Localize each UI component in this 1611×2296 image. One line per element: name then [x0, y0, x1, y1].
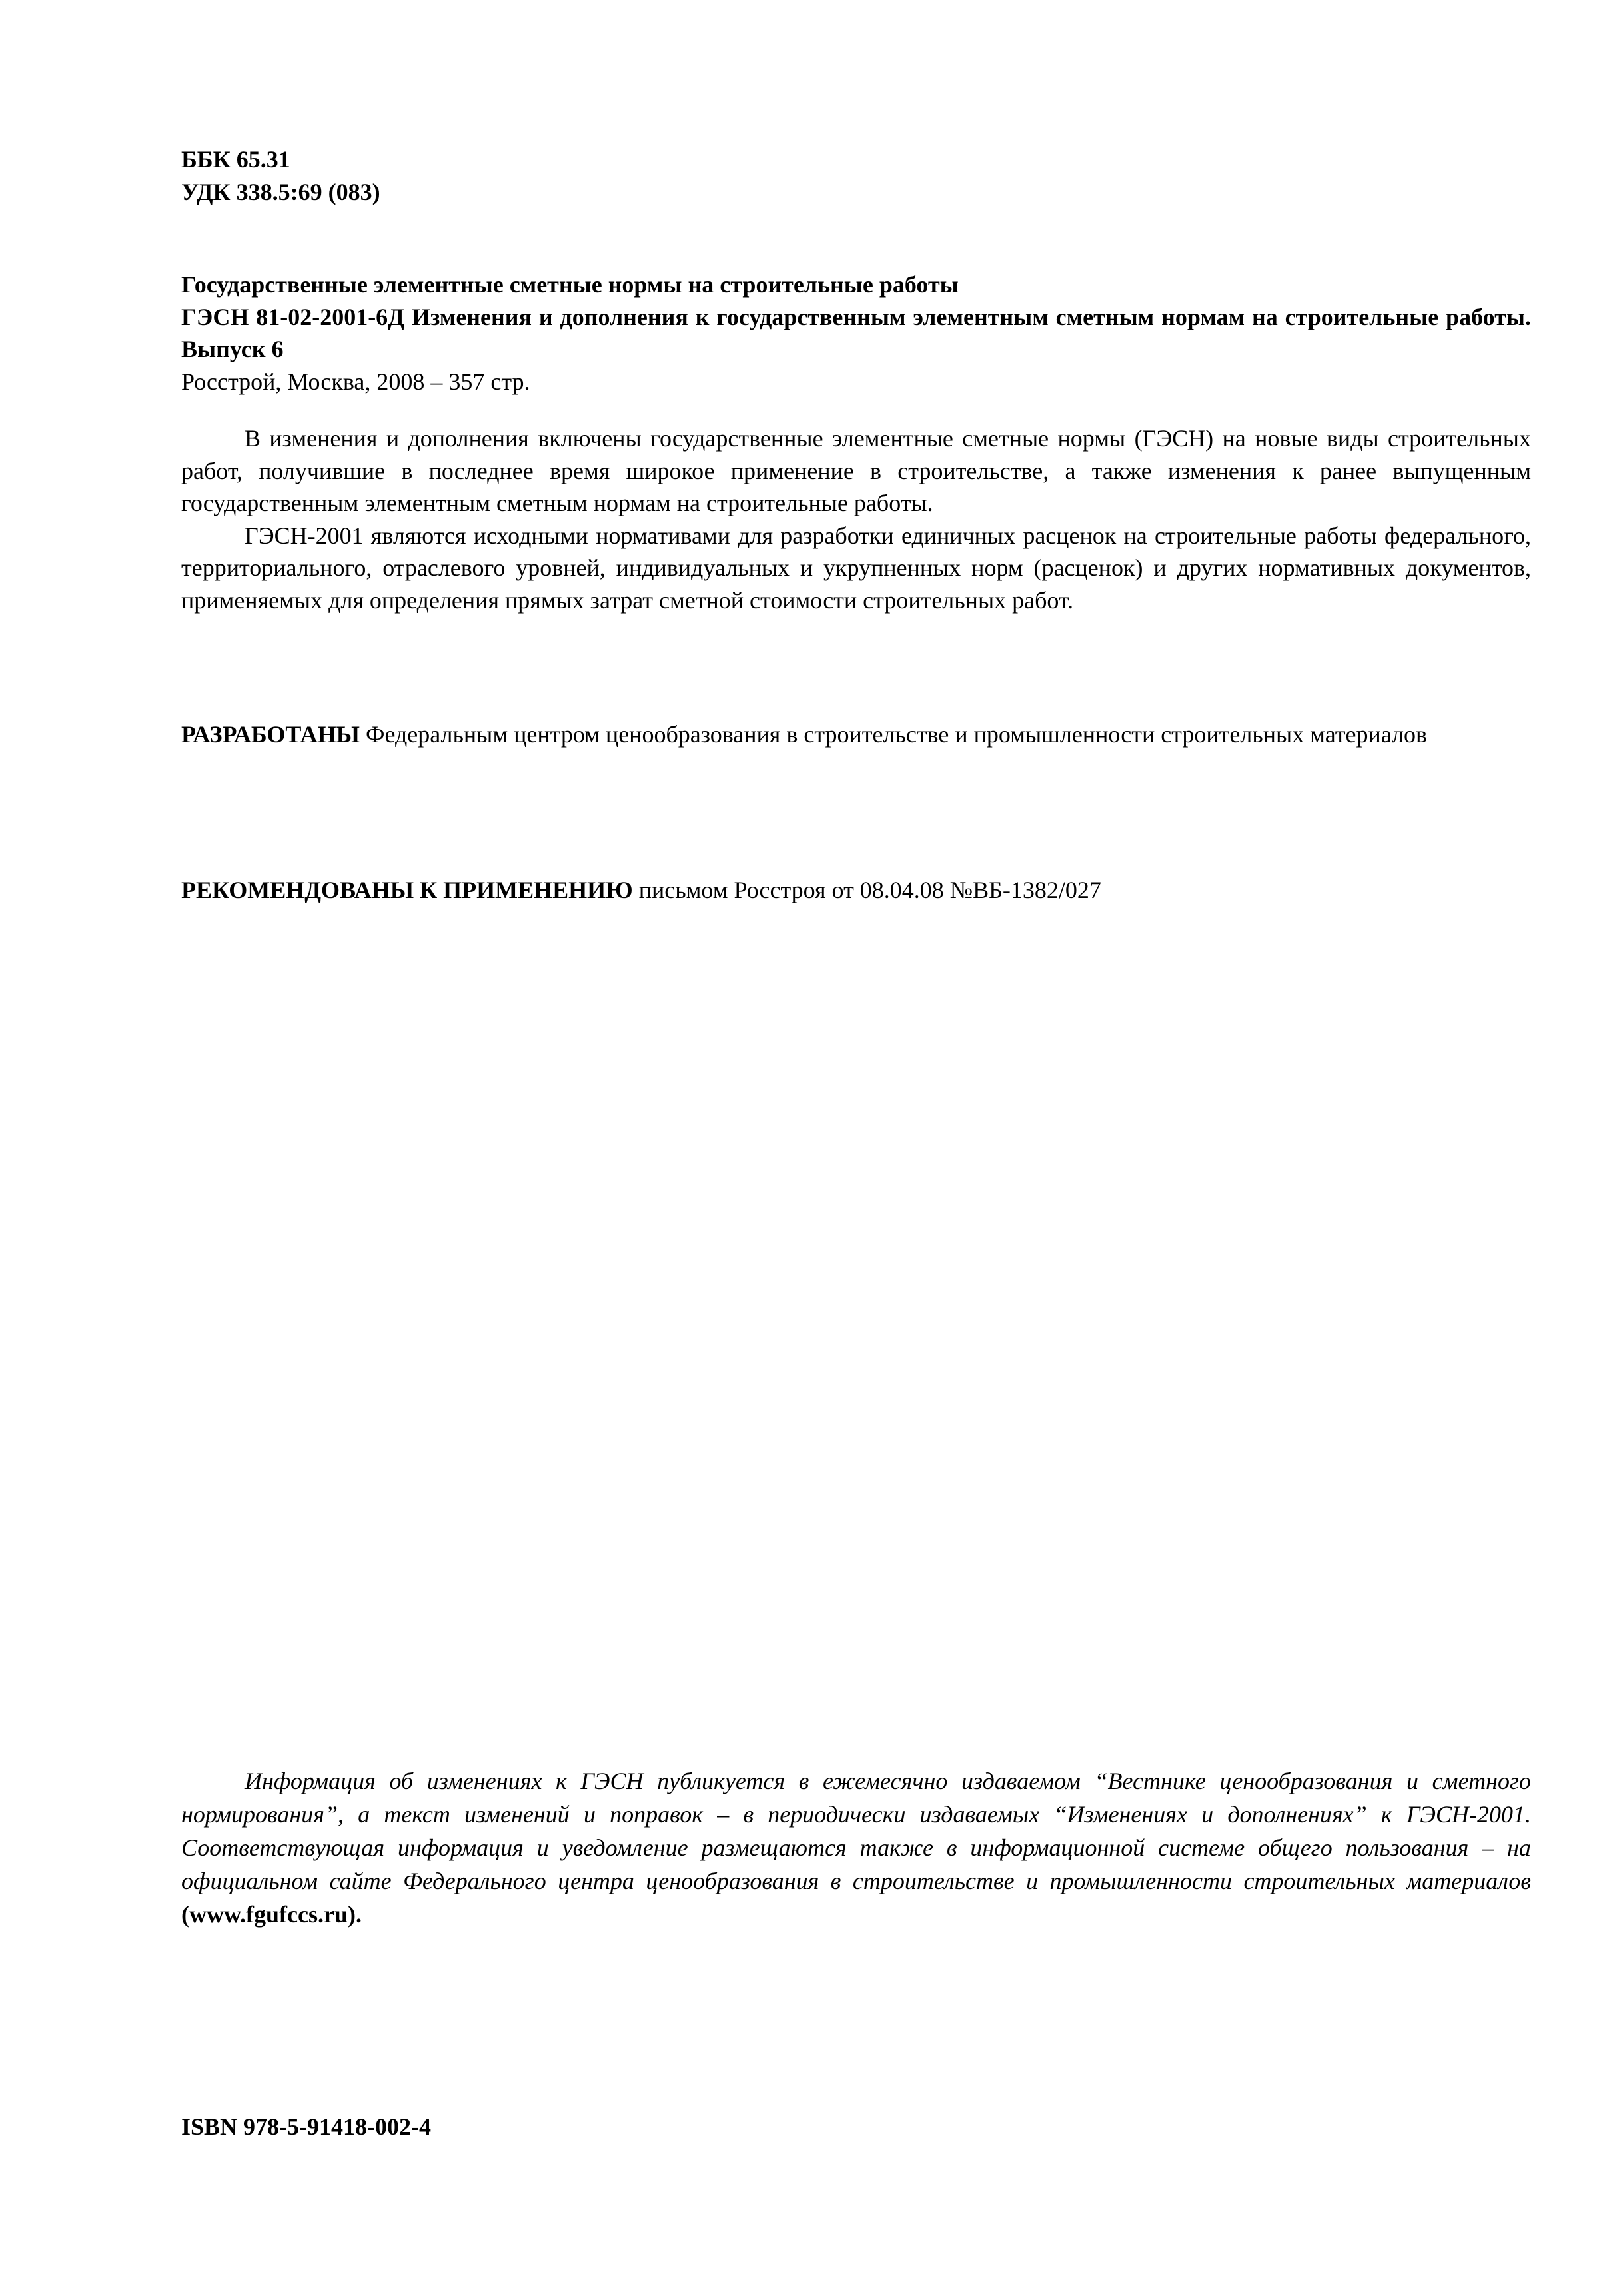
website-reference: (www.fgufccs.ru). — [181, 1901, 362, 1928]
recommended-text: письмом Росстроя от 08.04.08 №ВБ-1382/027 — [638, 877, 1101, 903]
annotation-text — [181, 422, 1531, 616]
developed-by-paragraph — [181, 718, 1531, 751]
publication-info-note — [181, 1764, 1531, 1931]
title-block — [181, 269, 1531, 398]
annotation-paragraph: В изменения и дополнения включены государственные элементные сметные нормы (ГЭСН) на новые виды строительных работ, получившие в последнее время широкое применение в строительстве, а также изменения к ранее выпущенным государственным элементным сметным нормам на строительные работы. — [181, 425, 1531, 516]
developed-text: Федеральным центром ценообразования в строительстве и промышленности строительных материалов — [366, 721, 1427, 748]
info-note-paragraph — [181, 1764, 1531, 1931]
document-title: ГЭСН 81-02-2001-6Д Изменения и дополнения к государственным элементным сметным нормам на строительные работы. Выпуск 6 — [181, 303, 1531, 362]
isbn-section — [181, 2111, 1531, 2143]
imprint-line: Росстрой, Москва, 2008 – 357 стр. — [181, 368, 530, 395]
bbk-code: ББК 65.31 — [181, 146, 290, 173]
recommended-label: РЕКОМЕНДОВАНЫ К ПРИМЕНЕНИЮ — [181, 877, 633, 903]
developed-label: РАЗРАБОТАНЫ — [181, 721, 360, 748]
recommended-section — [181, 874, 1531, 907]
info-note-text: Информация об изменениях к ГЭСН публикуется в ежемесячно издаваемом “Вестнике ценообразования и сметного нормирования”, а текст изменений и поправок – в периодически издаваемых “Изменениях и дополнениях” к ГЭСН-2001. Соответствующая информация и уведомление размещаются также в информационной системе общего пользования – на официальном сайте Федерального центра ценообразования в строительстве и промышленности строительных материалов — [181, 1768, 1531, 1894]
classification-codes — [181, 143, 1531, 208]
developed-by-section — [181, 718, 1531, 751]
isbn-number: ISBN 978-5-91418-002-4 — [181, 2113, 431, 2140]
udk-code: УДК 338.5:69 (083) — [181, 178, 380, 205]
recommended-paragraph — [181, 874, 1531, 907]
annotation-paragraph: ГЭСН-2001 являются исходными нормативами для разработки единичных расценок на строительные работы федерального, территориального, отраслевого уровней, индивидуальных и укрупненных норм (расценок) и других нормативных документов, применяемых для определения прямых затрат сметной стоимости строительных работ. — [181, 522, 1531, 614]
series-title: Государственные элементные сметные нормы на строительные работы — [181, 271, 959, 298]
